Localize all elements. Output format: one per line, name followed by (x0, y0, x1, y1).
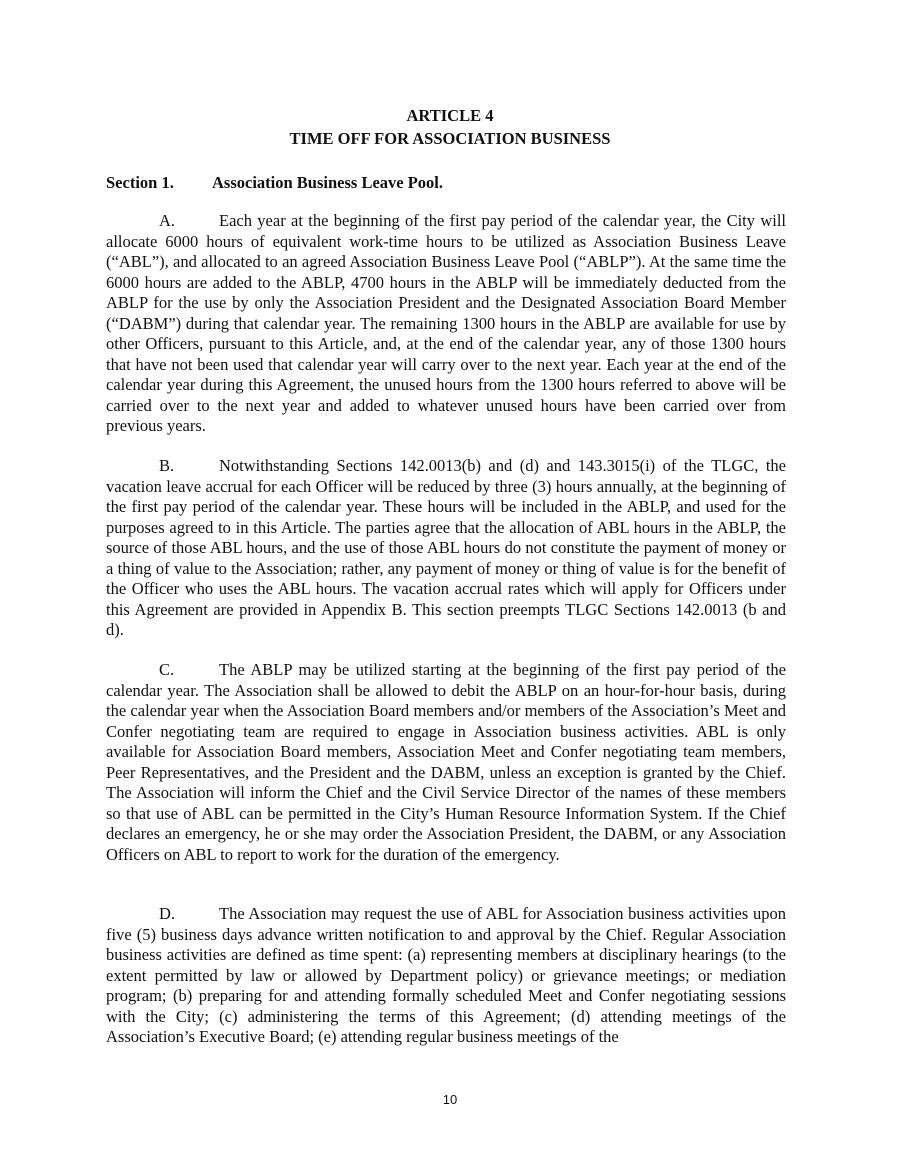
paragraph-letter: A. (159, 211, 176, 230)
paragraph-letter: C. (159, 660, 175, 679)
paragraph-b (106, 456, 786, 641)
section-number: Section 1. (106, 173, 174, 192)
paragraph-letter: B. (159, 456, 175, 475)
page-number: 10 (442, 1092, 458, 1107)
paragraph-text: The ABLP may be utilized starting at the beginning of the first pay period of the calendar year. The Association shall be allowed to debit the ABLP on an hour-for-hour basis, during the calendar year when the Association Board members and/or members of the Association’s Meet and Confer negotiating team are required to engage in Association business activities. ABL is only available for Association Board members, Association Meet and Confer negotiating team members, Peer Representatives, and the President and the DABM, unless an exception is granted by the Chief. The Association will inform the Chief and the Civil Service Director of the names of these members so that use of ABL can be permitted in the City’s Human Resource Information System. If the Chief declares an emergency, he or she may order the Association President, the DABM, or any Association Officers on ABL to report to work for the duration of the emergency. (106, 660, 786, 864)
paragraph-letter: D. (159, 904, 176, 923)
section-title: Association Business Leave Pool. (212, 173, 444, 192)
paragraph-c (106, 660, 786, 865)
article-subtitle: TIME OFF FOR ASSOCIATION BUSINESS (289, 129, 611, 148)
paragraph-text: Each year at the beginning of the first pay period of the calendar year, the City will allocate 6000 hours of equivalent work-time hours to be utilized as Association Business Leave (“ABL”), and allocated to an agreed Association Business Leave Pool (“ABLP”). At the same time the 6000 hours are added to the ABLP, 4700 hours in the ABLP will be immediately deducted from the ABLP for the use by only the Association President and the Designated Association Board Member (“DABM”) during that calendar year. The remaining 1300 hours in the ABLP are available for use by other Officers, pursuant to this Article, and, at the end of the calendar year, any of those 1300 hours that have not been used that calendar year will carry over to the next year. Each year at the end of the calendar year during this Agreement, the unused hours from the 1300 hours referred to above will be carried over to the next year and added to whatever unused hours have been carried over from previous years. (106, 211, 786, 435)
article-title: ARTICLE 4 (406, 106, 494, 125)
paragraph-text: Notwithstanding Sections 142.0013(b) and (d) and 143.3015(i) of the TLGC, the vacation leave accrual for each Officer will be reduced by three (3) hours annually, at the beginning of the first pay period of the calendar year. These hours will be included in the ABLP, and used for the purposes agreed to in this Article. The parties agree that the allocation of ABL hours in the ABLP, the source of those ABL hours, and the use of those ABL hours do not constitute the payment of money or a thing of value to the Association; rather, any payment of money or thing of value is for the benefit of the Officer who uses the ABL hours. The vacation accrual rates which will apply for Officers under this Agreement are provided in Appendix B. This section preempts TLGC Sections 142.0013 (b and d). (106, 456, 786, 639)
paragraph-text: The Association may request the use of ABL for Association business activities upon five (5) business days advance written notification to and approval by the Chief. Regular Association business activities are defined as time spent: (a) representing members at disciplinary hearings (to the extent permitted by law or allowed by Department policy) or grievance meetings; or mediation program; (b) preparing for and attending formally scheduled Meet and Confer negotiating sessions with the City; (c) administering the terms of this Agreement; (d) attending meetings of the Association’s Executive Board; (e) attending regular business meetings of the (106, 904, 786, 1046)
paragraph-d (106, 904, 786, 1048)
paragraph-a (106, 211, 786, 437)
section-heading (106, 173, 443, 193)
